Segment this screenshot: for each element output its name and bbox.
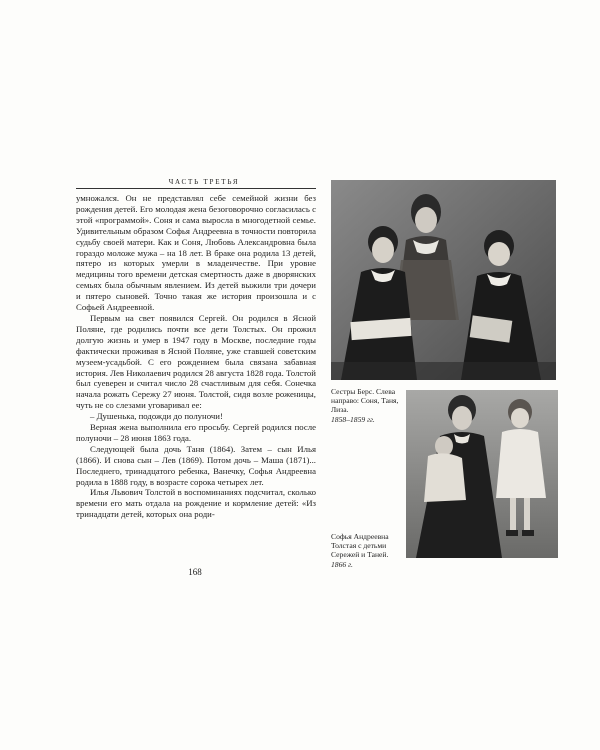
caption-date: 1858–1859 гг. (331, 414, 375, 424)
photo-caption (331, 532, 403, 569)
photo-bers-sisters-image (331, 180, 556, 380)
photo-mother-children (406, 390, 558, 558)
paragraph: Следующей была дочь Таня (1864). Затем – сын Илья (1866). И снова сын – Лев (1869). Потом дочь – Маша (1871)... Последнего, тринадцатого ребенка, Ванечку, Софья Андреевна родила в 1888 году, в возрасте сорока четырех лет. (76, 443, 316, 487)
caption-date: 1866 г. (331, 559, 353, 569)
photo-caption (331, 387, 403, 424)
header-rule (76, 188, 316, 189)
photo-mother-children-image (406, 390, 558, 558)
body-text (76, 193, 316, 520)
paragraph: Первым на свет появился Сергей. Он родился в Ясной Поляне, где родились почти все дети Толстых. Он прожил долгую жизнь и умер в 1947 году в Москве, последние годы фактически проживая в Ясной Поляне, уже ставшей советским музеем-усадьбой. С его рождением была связана забавная история. Лев Николаевич родился 28 августа 1828 года. Толстой был суеверен и считал число 28 счастливым для себя. Сонечка начала рожать Сережу 27 июня. Толстой, сидя возле роженицы, чуть не со слезами уговаривал ее: (76, 312, 316, 411)
caption-text: Сестры Берс. Слева направо: Соня, Таня, Лиза. (331, 387, 399, 415)
photo-bers-sisters (331, 180, 556, 380)
paragraph: Верная жена выполнила его просьбу. Сергей родился после полуночи – 28 июня 1863 года. (76, 422, 316, 443)
paragraph: – Душенька, подожди до полуночи! (90, 411, 223, 422)
page-number: 168 (188, 567, 202, 577)
running-head: ЧАСТЬ ТРЕТЬЯ (168, 178, 240, 186)
paragraph: Илья Львович Толстой в воспоминаниях подсчитал, сколько времени его мать отдала на рождение и кормление детей: «Из тринадцати детей, которых она роди- (76, 487, 316, 520)
paragraph: умножался. Он не представлял себе семейной жизни без рождения детей. Его молодая жена безоговорочно согласилась с этой «программой». Соня и сама выросла в многодетной семье. Удивительным образом Софья Андреевна в точности повторила судьбу своей матери. Как и Соня, Любовь Александровна была гораздо моложе мужа – на 18 лет. В браке она родила 13 детей, пятеро из которых умерли в младенчестве. При уровне медицины того времени детская смертность даже в дворянских семьях была обычным явлением. Из детей выжили три дочери и пятеро сыновей. Точно такая же история произошла и с Софьей Андреевной. (76, 193, 316, 313)
caption-text: Софья Андреевна Толстая с детьми Сережей и Таней. (331, 532, 389, 560)
